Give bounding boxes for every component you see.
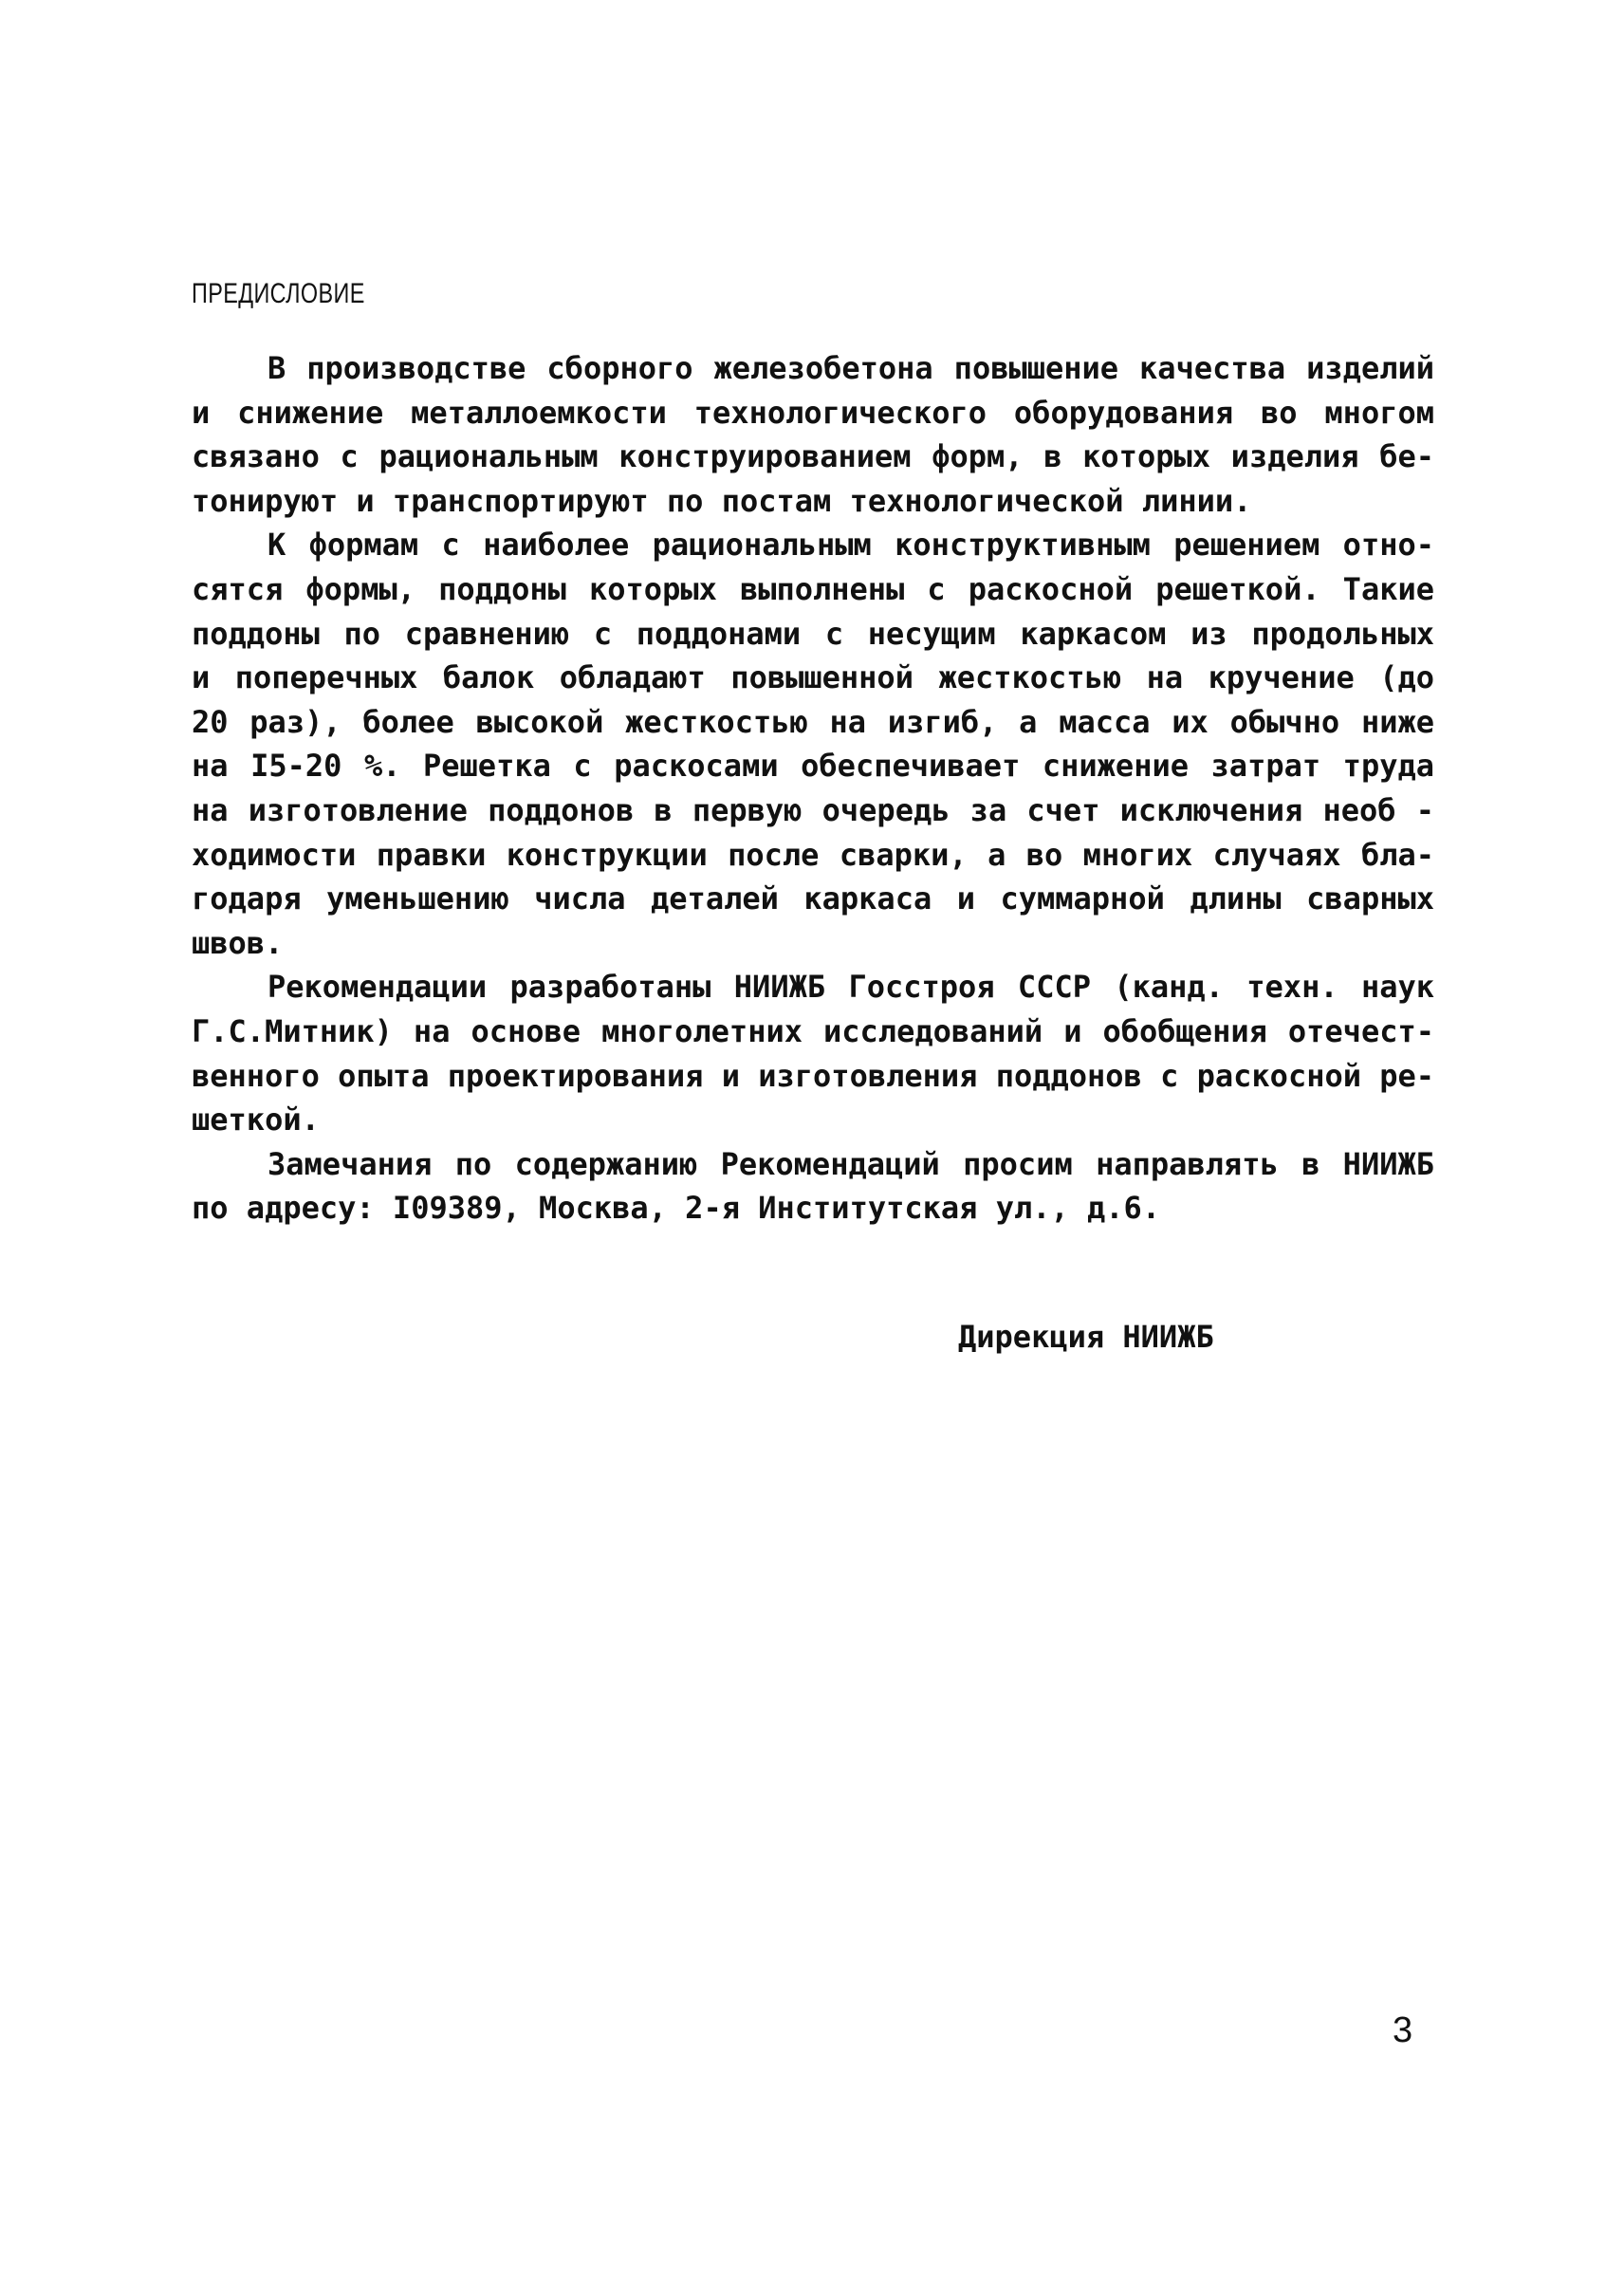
page-number: 3 bbox=[1393, 2010, 1413, 2050]
text-line: и снижение металлоемкости технологического оборудования во многом bbox=[192, 394, 1434, 431]
text-line: на I5-20 %. Решетка с раскосами обеспечивает снижение затрат труда bbox=[192, 748, 1434, 785]
text-line: швов. bbox=[192, 924, 284, 961]
paragraph bbox=[192, 1142, 1434, 1231]
text-line: годаря уменьшению числа деталей каркаса и суммарной длины сварных bbox=[192, 880, 1434, 917]
page-title: ПРЕДИСЛОВИЕ bbox=[192, 278, 365, 309]
paragraph bbox=[192, 965, 1434, 1141]
text-line: связано с рациональным конструированием форм, в которых изделия бе- bbox=[192, 438, 1434, 475]
text-line: венного опыта проектирования и изготовления поддонов с раскосной ре- bbox=[192, 1057, 1435, 1094]
text-line: 20 раз), более высокой жесткостью на изгиб, а масса их обычно ниже bbox=[192, 703, 1434, 740]
text-line: тонируют и транспортируют по постам технологической линии. bbox=[192, 482, 1252, 519]
text-line: В производстве сборного железобетона повышение качества изделий bbox=[268, 350, 1434, 386]
text-line: поддоны по сравнению с поддонами с несущим каркасом из продольных bbox=[192, 615, 1434, 652]
text-line: К формам с наиболее рациональным конструктивным решением отно- bbox=[268, 527, 1434, 564]
paragraph bbox=[192, 346, 1434, 523]
text-line: ходимости правки конструкции после сварки, а во многих случаях бла- bbox=[192, 836, 1434, 873]
text-line: Замечания по содержанию Рекомендаций просим направлять в НИИЖБ bbox=[268, 1145, 1434, 1182]
text-line: шеткой. bbox=[192, 1102, 320, 1139]
text-line: Рекомендации разработаны НИИЖБ Госстроя СССР (канд. техн. наук bbox=[268, 969, 1434, 1006]
paragraph bbox=[192, 523, 1434, 965]
text-line: на изготовление поддонов в первую очередь за счет исключения необ - bbox=[192, 791, 1434, 828]
text-line: по адресу: I09389, Москва, 2-я Институтская ул., д.6. bbox=[192, 1190, 1161, 1227]
preface-body bbox=[192, 346, 1434, 1231]
text-line: Г.С.Митник) на основе многолетних исследований и обобщения отечест- bbox=[192, 1012, 1434, 1049]
text-line: и поперечных балок обладают повышенной жесткостью на кручение (до bbox=[192, 659, 1434, 696]
signature: Дирекция НИИЖБ bbox=[958, 1319, 1214, 1355]
text-line: сятся формы, поддоны которых выполнены с раскосной решеткой. Такие bbox=[192, 570, 1434, 607]
